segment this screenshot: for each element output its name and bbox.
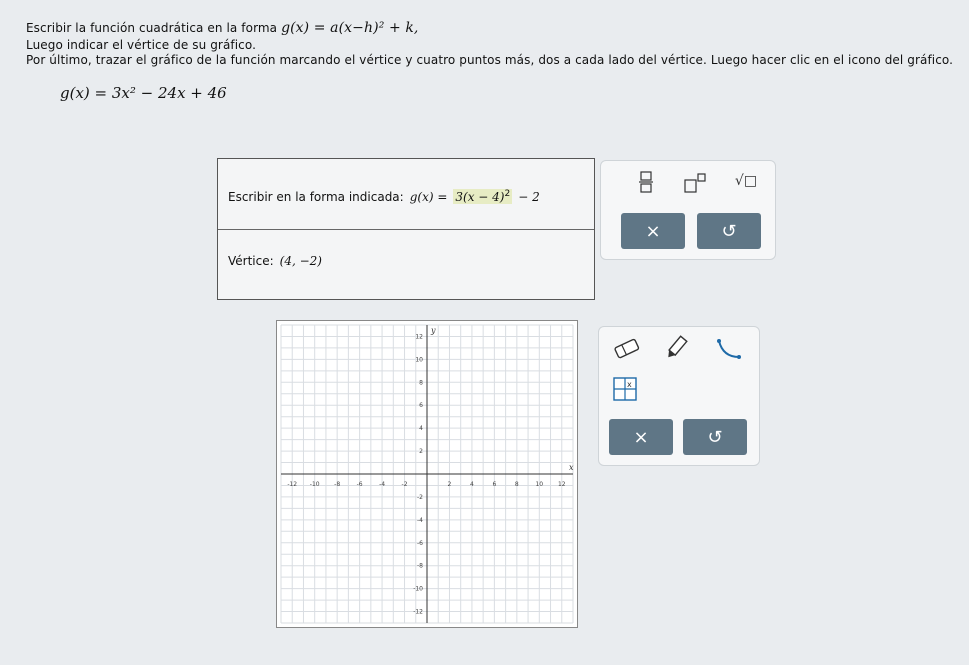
answer-box: [217, 158, 595, 300]
y-tick-label: -10: [413, 585, 423, 593]
vertex-row: [228, 254, 322, 268]
superscript-icon: [683, 173, 709, 193]
x-tick-label: 4: [470, 481, 474, 488]
x-tick-label: -10: [309, 481, 320, 488]
curve-icon[interactable]: [715, 337, 743, 361]
x-axis-label: x: [569, 463, 574, 472]
y-axis-label: y: [431, 326, 436, 335]
table-icon[interactable]: [613, 377, 637, 401]
divider: [218, 229, 594, 230]
undo-button[interactable]: ↺: [697, 213, 761, 249]
fraction-button[interactable]: [635, 171, 657, 197]
form-exponent: 2: [504, 189, 511, 199]
form-row: [228, 189, 540, 204]
y-tick-label: 4: [419, 425, 423, 433]
graph-tools-panel: [598, 326, 760, 466]
x-tick-label: 8: [514, 481, 519, 488]
x-tick-label: 10: [535, 481, 544, 488]
form-input[interactable]: [453, 189, 512, 204]
y-tick-label: 12: [415, 333, 423, 341]
x-tick-label: 2: [447, 481, 452, 488]
x-tick-label: -4: [379, 481, 386, 488]
y-tick-label: 10: [415, 356, 423, 364]
y-tick-label: 2: [419, 448, 423, 456]
vertex-input[interactable]: (4, −2): [279, 254, 322, 268]
x-tick-label: 6: [492, 481, 497, 488]
y-tick-label: -4: [417, 516, 423, 524]
graph-undo-button[interactable]: ↺: [683, 419, 747, 455]
superscript-button[interactable]: [681, 173, 711, 197]
math-tools-panel: [600, 160, 776, 260]
instruction-text: Escribir la función cuadrática en la forma: [26, 21, 278, 35]
vertex-label: Vértice:: [228, 254, 274, 268]
graph-clear-button[interactable]: ×: [609, 419, 673, 455]
y-tick-label: 6: [419, 402, 423, 410]
y-tick-label: -6: [417, 539, 423, 547]
form-label: Escribir en la forma indicada:: [228, 189, 404, 204]
clear-button[interactable]: ×: [621, 213, 685, 249]
fraction-icon: [638, 171, 654, 193]
instruction-line-3: Por último, trazar el gráfico de la función marcando el vértice y cuatro puntos más, dos a cada lado del vértice. Luego hacer clic en el icono del gráfico.: [26, 53, 954, 67]
eraser-icon[interactable]: [613, 337, 641, 361]
instruction-line-2: Luego indicar el vértice de su gráfico.: [26, 38, 257, 52]
target-form-formula: g(x) = a(x−h)² + k,: [281, 20, 419, 36]
function-equation: g(x) = 3x² − 24x + 46: [60, 84, 227, 102]
x-tick-label: -12: [287, 481, 298, 488]
pencil-icon[interactable]: [663, 335, 689, 361]
coordinate-graph[interactable]: [276, 320, 578, 628]
x-tick-label: 12: [557, 481, 566, 488]
svg-text:x: x: [627, 380, 632, 389]
y-tick-label: -2: [417, 493, 423, 501]
instruction-line-1: [26, 20, 418, 36]
x-tick-label: -8: [334, 481, 341, 488]
sqrt-button[interactable]: √□: [734, 173, 758, 189]
x-tick-label: -2: [401, 481, 408, 488]
x-tick-label: -6: [356, 481, 363, 488]
y-tick-label: -8: [417, 562, 423, 570]
form-prefix: g(x) =: [409, 189, 448, 204]
form-value: 3(x − 4): [455, 190, 505, 204]
y-tick-label: -12: [413, 608, 423, 616]
form-suffix: − 2: [518, 189, 540, 204]
y-tick-label: 8: [419, 379, 423, 387]
